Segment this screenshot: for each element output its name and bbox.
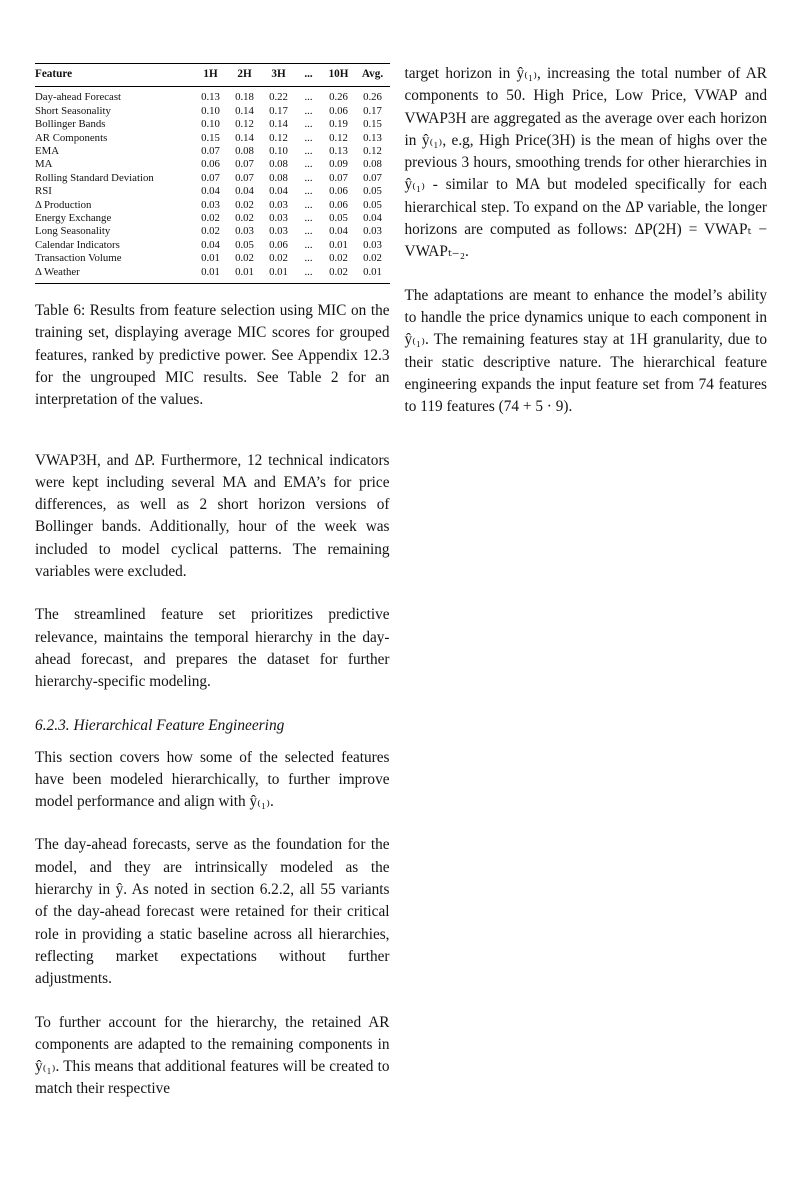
mic-score-cell: 0.06: [329, 185, 348, 198]
mic-score-cell: 0.19: [329, 118, 348, 131]
section-heading-623: 6.2.3. Hierarchical Feature Engineering: [35, 716, 285, 734]
mic-score-cell: 0.07: [329, 171, 348, 184]
mic-score-cell: 0.06: [201, 158, 220, 171]
mic-score-cell: 0.07: [201, 145, 220, 158]
feature-name-cell: AR Components: [35, 131, 108, 144]
mic-score-cell: 0.03: [363, 238, 382, 251]
mic-score-cell: 0.02: [329, 265, 348, 278]
mic-score-cell: 0.03: [269, 225, 288, 238]
mic-score-cell: 0.02: [363, 252, 382, 265]
mic-score-cell: 0.15: [363, 118, 382, 131]
feature-name-cell: Δ Weather: [35, 265, 80, 278]
mic-score-cell: 0.03: [363, 225, 382, 238]
mic-score-cell: 0.13: [363, 131, 382, 144]
feature-name-cell: Rolling Standard Deviation: [35, 171, 154, 184]
mic-score-cell: 0.05: [363, 185, 382, 198]
table-row: [35, 172, 390, 185]
mic-score-cell: 0.03: [269, 198, 288, 211]
mic-score-cell: 0.03: [201, 198, 220, 211]
ellipsis-cell: ...: [304, 145, 313, 158]
mic-score-cell: 0.07: [235, 158, 254, 171]
mic-score-cell: 0.22: [269, 91, 288, 104]
mic-score-cell: 0.14: [235, 104, 254, 117]
mic-score-cell: 0.05: [235, 238, 254, 251]
table-6-block: [35, 63, 390, 412]
feature-name-cell: Δ Production: [35, 198, 92, 211]
table-row: [35, 225, 390, 238]
table-row: [35, 185, 390, 198]
mic-score-cell: 0.02: [235, 198, 254, 211]
mic-score-cell: 0.06: [269, 238, 288, 251]
paragraph-vwap3h: VWAP3H, and ΔP. Furthermore, 12 technical indicators were kept including several MA and EMA’s for price differences, as well as 2 short horizon versions of Bollinger bands. Additionally, hour of the week was included to model cyclical patterns. The remaining variables were excluded.: [35, 451, 390, 581]
column-header-3h: 3H: [262, 64, 296, 87]
table-row: [35, 252, 390, 265]
ellipsis-cell: ...: [304, 252, 313, 265]
paragraph-adaptations: The adaptations are meant to enhance the model’s ability to handle the price dynamics unique to each component in ŷ₍₁₎. The remaining features stay at 1H granularity, due to their static descriptive nature. The hierarchical feature engineering expands the input feature set from 74 features to 119 features (74 + 5 · 9).: [404, 286, 767, 416]
feature-name-cell: RSI: [35, 185, 52, 198]
paragraph-section-intro: This section covers how some of the selected features have been modeled hierarchically, to further improve model performance and align with ŷ₍₁₎.: [35, 748, 390, 811]
mic-score-cell: 0.12: [235, 118, 254, 131]
table-row: [35, 199, 390, 212]
mic-score-cell: 0.03: [269, 212, 288, 225]
paragraph-target-horizon: target horizon in ŷ₍₁₎, increasing the total number of AR components to 50. High Price, Low Price, VWAP and VWAP3H are aggregated as the average over each horizon in ŷ₍₁₎, e.g, High Price(3H) is the mean of highs over the previous 3 hours, smoothing trends for other hierarchies in ŷ₍₁₎ - similar to MA but modeled specifically for each hierarchical step. To expand on the ΔP variable, the longer horizons are computed as follows: ΔP(2H) = VWAPₜ − VWAPₜ₋₂.: [404, 65, 767, 261]
mic-score-cell: 0.15: [201, 131, 220, 144]
mic-score-cell: 0.14: [235, 131, 254, 144]
ellipsis-cell: ...: [304, 238, 313, 251]
mic-score-cell: 0.06: [329, 198, 348, 211]
mic-score-cell: 0.26: [363, 91, 382, 104]
ellipsis-cell: ...: [304, 158, 313, 171]
feature-name-cell: Day-ahead Forecast: [35, 91, 122, 104]
feature-name-cell: Bollinger Bands: [35, 118, 106, 131]
feature-name-cell: Transaction Volume: [35, 252, 122, 265]
ellipsis-cell: ...: [304, 104, 313, 117]
feature-name-cell: Long Seasonality: [35, 225, 111, 238]
mic-score-cell: 0.08: [269, 171, 288, 184]
ellipsis-cell: ...: [304, 185, 313, 198]
ellipsis-cell: ...: [304, 225, 313, 238]
mic-score-cell: 0.10: [201, 104, 220, 117]
ellipsis-cell: ...: [304, 91, 313, 104]
mic-score-cell: 0.06: [329, 104, 348, 117]
mic-score-cell: 0.02: [269, 252, 288, 265]
mic-score-cell: 0.07: [235, 171, 254, 184]
mic-score-cell: 0.02: [235, 212, 254, 225]
left-column: [35, 63, 390, 1122]
mic-score-cell: 0.01: [235, 265, 254, 278]
table-row: [35, 212, 390, 225]
table-6-caption: Table 6: Results from feature selection using MIC on the training set, displaying average MIC scores for grouped features, ranked by predictive power. See Appendix 12.3 for the ungrouped MIC results. See Table 2 for an interpretation of the values.: [35, 302, 390, 409]
feature-name-cell: MA: [35, 158, 53, 171]
mic-score-cell: 0.04: [235, 185, 254, 198]
mic-score-cell: 0.08: [269, 158, 288, 171]
column-header-avg: Avg.: [356, 64, 390, 87]
mic-score-cell: 0.14: [269, 118, 288, 131]
mic-score-cell: 0.04: [363, 212, 382, 225]
column-header-feature: Feature: [35, 64, 194, 87]
table-row: [35, 118, 390, 131]
table-row: [35, 239, 390, 252]
ellipsis-cell: ...: [304, 171, 313, 184]
table-row: [35, 105, 390, 118]
paragraph-account: To further account for the hierarchy, the retained AR components are adapted to the remaining components in ŷ₍₁₎. This means that additional features will be created to match their respective: [35, 1013, 390, 1098]
mic-score-cell: 0.01: [201, 265, 220, 278]
column-header-1h: 1H: [194, 64, 228, 87]
ellipsis-cell: ...: [304, 118, 313, 131]
ellipsis-cell: ...: [304, 212, 313, 225]
mic-score-cell: 0.08: [363, 158, 382, 171]
table-row: [35, 145, 390, 158]
table-row: [35, 266, 390, 284]
mic-score-cell: 0.01: [329, 238, 348, 251]
mic-score-cell: 0.05: [329, 212, 348, 225]
column-header-10h: 10H: [322, 64, 356, 87]
mic-score-cell: 0.01: [269, 265, 288, 278]
table-row: [35, 87, 390, 105]
mic-score-cell: 0.08: [235, 145, 254, 158]
mic-score-cell: 0.12: [329, 131, 348, 144]
column-header-2h: 2H: [228, 64, 262, 87]
mic-score-cell: 0.18: [235, 91, 254, 104]
mic-score-cell: 0.02: [235, 252, 254, 265]
mic-score-cell: 0.02: [329, 252, 348, 265]
feature-name-cell: Calendar Indicators: [35, 238, 120, 251]
mic-score-cell: 0.02: [201, 212, 220, 225]
mic-score-cell: 0.10: [269, 145, 288, 158]
mic-score-cell: 0.17: [363, 104, 382, 117]
mic-score-cell: 0.03: [235, 225, 254, 238]
mic-score-cell: 0.13: [201, 91, 220, 104]
mic-score-cell: 0.02: [201, 225, 220, 238]
mic-score-cell: 0.05: [363, 198, 382, 211]
mic-score-cell: 0.07: [201, 171, 220, 184]
mic-score-cell: 0.07: [363, 171, 382, 184]
right-column: [405, 63, 767, 1122]
mic-score-cell: 0.04: [201, 238, 220, 251]
paragraph-day-ahead: The day-ahead forecasts, serve as the foundation for the model, and they are intrinsically modeled as the hierarchy in ŷ. As noted in section 6.2.2, all 55 variants of the day-ahead forecast were retained for their critical role in providing a static baseline across all hierarchies, reflecting market expectations without further adjustments.: [35, 836, 390, 988]
feature-name-cell: Energy Exchange: [35, 212, 112, 225]
mic-score-cell: 0.12: [363, 145, 382, 158]
paragraph-streamlined: The streamlined feature set prioritizes predictive relevance, maintains the temporal hierarchy in the day-ahead forecast, and prepares the dataset for further hierarchy-specific modeling.: [35, 606, 390, 691]
table-header-row: [35, 64, 390, 87]
table-row: [35, 132, 390, 145]
mic-score-cell: 0.10: [201, 118, 220, 131]
mic-score-cell: 0.04: [269, 185, 288, 198]
mic-results-table: [35, 63, 390, 284]
mic-score-cell: 0.04: [201, 185, 220, 198]
mic-score-cell: 0.01: [363, 265, 382, 278]
mic-score-cell: 0.13: [329, 145, 348, 158]
ellipsis-cell: ...: [304, 131, 313, 144]
feature-name-cell: Short Seasonality: [35, 104, 111, 117]
mic-score-cell: 0.01: [201, 252, 220, 265]
column-header-ellipsis: ...: [296, 64, 322, 87]
mic-score-cell: 0.04: [329, 225, 348, 238]
ellipsis-cell: ...: [304, 265, 313, 278]
mic-score-cell: 0.17: [269, 104, 288, 117]
mic-score-cell: 0.26: [329, 91, 348, 104]
ellipsis-cell: ...: [304, 198, 313, 211]
table-row: [35, 158, 390, 171]
mic-score-cell: 0.09: [329, 158, 348, 171]
feature-name-cell: EMA: [35, 145, 59, 158]
mic-score-cell: 0.12: [269, 131, 288, 144]
